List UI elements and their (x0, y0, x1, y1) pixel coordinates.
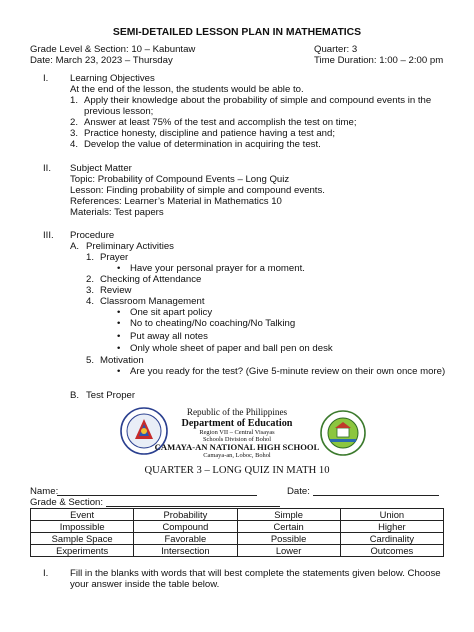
header-division: Schools Division of Bohol (203, 436, 271, 443)
bullet-item: • One sit apart policy (130, 307, 212, 318)
header-republic: Republic of the Philippines (186, 407, 288, 417)
section-heading: Procedure (70, 230, 115, 241)
table-cell: Higher (340, 521, 443, 533)
table-cell: Possible (237, 533, 340, 545)
table-cell: Probability (134, 509, 237, 521)
list-item: Answer at least 75% of the test and accomplish the test on time; (84, 117, 357, 128)
lesson-text: Lesson: Finding probability of simple and compound events. (70, 185, 325, 196)
table-row (31, 545, 444, 557)
section-heading: Subject Matter (70, 163, 132, 174)
quarter-text: Quarter: 3 (314, 44, 358, 55)
date-blank[interactable] (313, 495, 439, 496)
section-heading: Learning Objectives (70, 73, 155, 84)
list-number: 3. (86, 285, 95, 296)
grade-section-blank[interactable] (106, 506, 280, 507)
header-department: Department of Education (181, 418, 293, 429)
bullet-item: • No to cheating/No coaching/No Talking (130, 318, 295, 329)
grade-section-label: Grade & Section: (30, 497, 104, 508)
instruction-text-continued: your answer inside the table below. (70, 579, 220, 590)
list-number: 2. (70, 117, 79, 128)
table-cell: Lower (237, 545, 340, 557)
date-label: Date: (287, 486, 310, 497)
list-number: 1. (70, 95, 79, 106)
table-row (31, 521, 444, 533)
table-cell: Outcomes (340, 545, 443, 557)
quiz-title: QUARTER 3 – LONG QUIZ IN MATH 10 (144, 465, 330, 476)
header-address: Camaya-an, Loboc, Bohol (203, 452, 271, 459)
bullet-item: • Have your personal prayer for a moment. (130, 263, 305, 274)
list-item: Develop the value of determination in acquiring the test. (84, 139, 321, 150)
list-item: Review (100, 285, 132, 296)
list-item: Motivation (100, 355, 144, 366)
table-cell: Simple (237, 509, 340, 521)
table-cell: Favorable (134, 533, 237, 545)
table-cell: Certain (237, 521, 340, 533)
list-number: 4. (70, 139, 79, 150)
table-cell: Cardinality (340, 533, 443, 545)
materials-text: Materials: Test papers (70, 207, 164, 218)
table-cell: Event (31, 509, 134, 521)
list-letter: B. (70, 390, 80, 401)
subsection-heading: Preliminary Activities (86, 241, 174, 252)
topic-text: Topic: Probability of Compound Events – Long Quiz (70, 174, 290, 185)
date-text: Date: March 23, 2023 – Thursday (30, 55, 173, 66)
header-school: CAMAYA-AN NATIONAL HIGH SCHOOL (154, 442, 320, 452)
list-item: Practice honesty, discipline and patience having a test and; (84, 128, 336, 139)
name-blank[interactable] (57, 495, 257, 496)
list-item: Apply their knowledge about the probability of simple and compound events in the (84, 95, 432, 106)
list-number: 2. (86, 274, 95, 285)
list-letter: A. (70, 241, 80, 252)
section-number: II. (43, 163, 51, 174)
list-number: 4. (86, 296, 95, 307)
list-number: 5. (86, 355, 95, 366)
table-cell: Compound (134, 521, 237, 533)
page-title: SEMI-DETAILED LESSON PLAN IN MATHEMATICS (112, 27, 362, 38)
grade-level-text: Grade Level & Section: 10 – Kabuntaw (30, 44, 196, 55)
objectives-intro: At the end of the lesson, the students would be able to. (70, 84, 304, 95)
list-item: Classroom Management (100, 296, 205, 307)
instruction-text: Fill in the blanks with words that will best complete the statements given below. Choose (70, 568, 441, 579)
table-row (31, 533, 444, 545)
list-number: 3. (70, 128, 79, 139)
bullet-item: • Only whole sheet of paper and ball pen on desk (130, 343, 333, 354)
references-text: References: Learner’s Material in Mathematics 10 (70, 196, 282, 207)
table-cell: Impossible (31, 521, 134, 533)
word-bank-table (30, 508, 444, 557)
table-cell: Intersection (134, 545, 237, 557)
time-duration-text: Time Duration: 1:00 – 2:00 pm (314, 55, 444, 66)
list-item: Checking of Attendance (100, 274, 202, 285)
subsection-heading: Test Proper (86, 390, 136, 401)
name-label: Name: (30, 486, 59, 497)
instruction-number: I. (43, 568, 49, 579)
table-row (31, 509, 444, 521)
table-cell: Sample Space (31, 533, 134, 545)
list-number: 1. (86, 252, 95, 263)
bullet-item: • Put away all notes (130, 331, 208, 342)
header-region: Region VII – Central Visayas (199, 429, 275, 436)
section-number: I. (43, 73, 49, 84)
table-cell: Union (340, 509, 443, 521)
list-item-continued: previous lesson; (84, 106, 154, 117)
table-cell: Experiments (31, 545, 134, 557)
section-number: III. (43, 230, 54, 241)
list-item: Prayer (100, 252, 129, 263)
bullet-item: • Are you ready for the test? (Give 5-minute review on their own once more) (130, 366, 445, 377)
